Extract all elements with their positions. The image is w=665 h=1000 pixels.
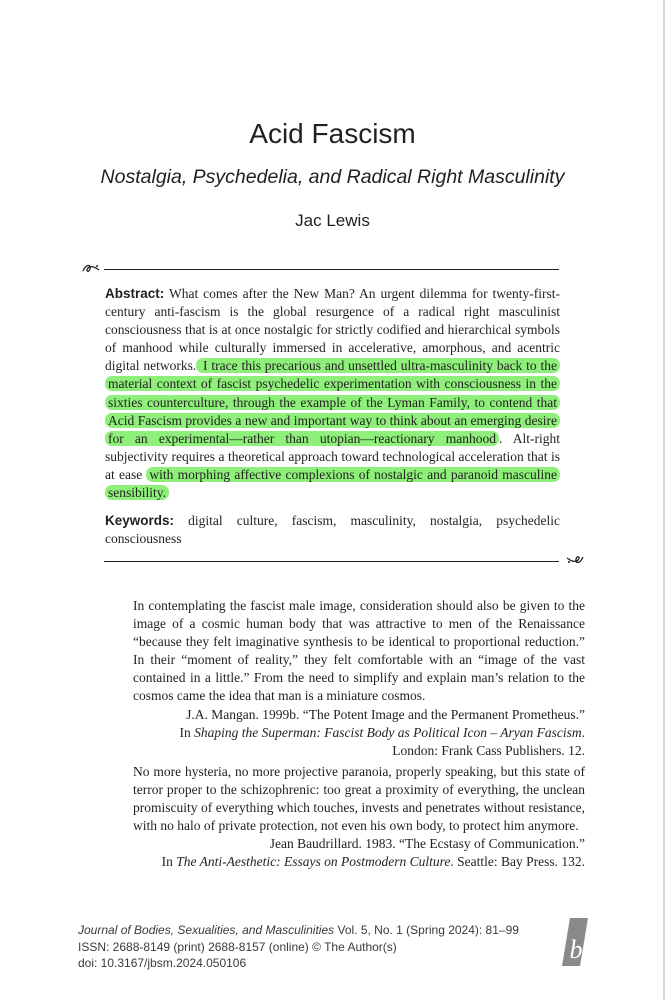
footer-doi: doi: 10.3167/jbsm.2024.050106 [78,956,247,970]
highlight-1: I trace this precarious and unsettled ultra-masculinity back to the material context of fascist psychedelic experimentation with consciousness in the sixties counterculture, through the example of the Lyman Family, to contend that Acid Fascism provides a new and important way to think about an emerging desire for an experimental—rather than utopian—reactionary manhood [105,358,560,445]
abstract [105,285,560,502]
epigraph-quote: No more hysteria, no more projective paranoia, properly speaking, but this state of terror proper to the schizophrenic: too great a proximity of everything, the unclean promiscuity of everything which touches, invests and penetrates without resistance, with no halo of private protection, not even his own body, to protect him anymore. [133,764,585,834]
citation-book-title: The Anti-Aesthetic: Essays on Postmodern Culture [176,854,451,870]
keywords-label: Keywords: [105,513,175,528]
epigraph-citation-book-line [133,724,585,742]
journal-volume: Vol. 5, No. 1 (Spring 2024): 81–99 [334,923,519,937]
footer-issn: ISSN: 2688-8149 (print) 2688-8157 (online) © The Author(s) [78,939,397,954]
epigraph-quote: In contemplating the fascist male image, consideration should also be given to the image of a cosmic human body that was attractive to men of the Renaissance “because they felt imaginative synthesis to be identical to proportional reduction.” In their “moment of reality,” they felt comfortable with an “image of the vast contained in a little.” From the need to simplify and explain man’s relation to the cosmos came the idea that man is a miniature cosmos. [133,598,585,704]
keywords [105,512,560,548]
fleuron-right-icon [566,554,584,570]
fleuron-left-icon [82,262,100,278]
epigraph-citation-line: J.A. Mangan. 1999b. “The Potent Image and the Permanent Prometheus.” [186,706,585,722]
journal-footer [78,922,548,972]
footer-journal-line [78,922,548,939]
highlight-2: with morphing affective complexions of nostalgic and paranoid masculine sensibility. [105,467,560,500]
abstract-label: Abstract: [105,286,165,301]
citation-in: In [179,724,195,740]
citation-book-title: Shaping the Superman: Fascist Body as Political Icon – Aryan Fascism [194,724,582,740]
citation-in: In [161,854,177,870]
keywords-text: digital culture, fascism, masculinity, nostalgia, psychedelic consciousness [105,513,560,547]
epigraph-citation-line: Jean Baudrillard. 1983. “The Ecstasy of Communication.” [269,836,585,852]
publisher-logo [562,918,588,966]
epigraph-citation-line: London: Frank Cass Publishers. 12. [392,742,585,758]
article-title: Acid Fascism [249,118,416,149]
top-rule [104,269,559,270]
citation-tail: . Seattle: Bay Press. 132. [450,854,585,870]
abstract-text-middle: . Alt-right subjectivity requires a theoretical approach toward technological acceleration that is at ease [105,430,560,482]
article-subtitle: Nostalgia, Psychedelia, and Radical Right Masculinity [100,166,565,188]
abstract-text-start: What comes after the New Man? An urgent dilemma for twenty-first-century anti-fascism is the global resurgence of a radical right masculinist consciousness that is at once nostalgic for strictly codified and hierarchical symbols of manhood while culturally immersed in accelerative, amorphous, and acentric digital networks. [105,286,560,374]
citation-punct: . [581,724,585,740]
logo-letter: b [569,935,583,964]
epigraph-citation-book-line [133,853,585,871]
epigraph-mangan [133,597,585,760]
bottom-rule [104,561,559,562]
journal-name: Journal of Bodies, Sexualities, and Masculinities [78,923,335,937]
epigraph-baudrillard [133,763,585,872]
article-author: Jac Lewis [295,211,370,230]
